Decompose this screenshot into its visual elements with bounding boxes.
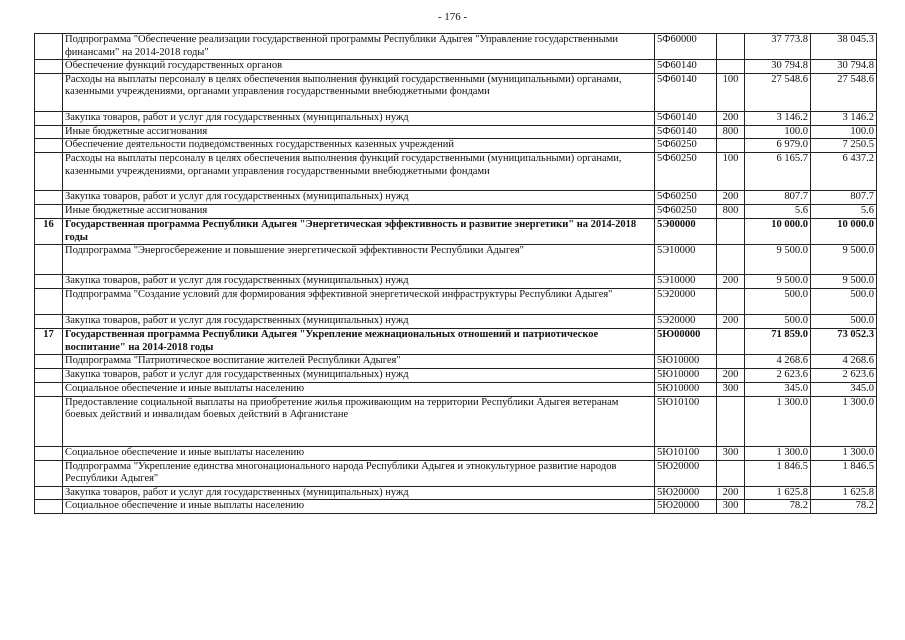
table-row [35,205,877,219]
target-article-code-cell: 5Ф60250 [655,205,717,219]
row-number-cell: 16 [35,218,63,244]
expense-type-code-cell [717,396,745,446]
item-name-cell: Государственная программа Республики Адыгея "Энергетическая эффективность и развитие энергетики" на 2014-2018 годы [63,218,655,244]
item-name-cell: Расходы на выплаты персоналу в целях обеспечения выполнения функций государственными (муниципальными) органами, казенными учреждениями, органами управления государственными внебюджетными фондами [63,153,655,191]
item-name-cell: Закупка товаров, работ и услуг для государственных (муниципальных) нужд [63,315,655,329]
target-article-code-cell: 5Ф60250 [655,191,717,205]
amount-2018-cell: 500.0 [811,315,877,329]
amount-2017-cell: 500.0 [745,315,811,329]
amount-2018-cell: 345.0 [811,382,877,396]
expense-type-code-cell [717,460,745,486]
expense-type-code-cell [717,218,745,244]
row-number-cell: 17 [35,329,63,355]
row-number-cell [35,275,63,289]
item-name-cell: Предоставление социальной выплаты на приобретение жилья проживающим на территории Республики Адыгея ветеранам боевых действий и инвалидам боевых действий в Афганистане [63,396,655,446]
budget-table [34,33,877,514]
row-number-cell [35,245,63,275]
table-row [35,73,877,111]
expense-type-code-cell: 200 [717,315,745,329]
target-article-code-cell: 5Э20000 [655,289,717,315]
item-name-cell: Обеспечение функций государственных органов [63,60,655,74]
expense-type-code-cell [717,60,745,74]
table-row [35,34,877,60]
amount-2017-cell: 807.7 [745,191,811,205]
item-name-cell: Государственная программа Республики Адыгея "Укрепление межнациональных отношений и патриотическое воспитание" на 2014-2018 годы [63,329,655,355]
amount-2018-cell: 1 300.0 [811,446,877,460]
amount-2018-cell: 500.0 [811,289,877,315]
amount-2017-cell: 78.2 [745,500,811,514]
table-row [35,315,877,329]
row-number-cell [35,315,63,329]
expense-type-code-cell: 100 [717,153,745,191]
target-article-code-cell: 5Ю10100 [655,446,717,460]
expense-type-code-cell: 200 [717,275,745,289]
target-article-code-cell: 5Ю10000 [655,382,717,396]
target-article-code-cell: 5Ф60140 [655,125,717,139]
table-row [35,111,877,125]
table-row [35,153,877,191]
expense-type-code-cell [717,329,745,355]
item-name-cell: Подпрограмма "Энергосбережение и повышение энергетической эффективности Республики Адыгея" [63,245,655,275]
table-row [35,369,877,383]
row-number-cell [35,500,63,514]
table-row [35,329,877,355]
amount-2017-cell: 5.6 [745,205,811,219]
row-number-cell [35,460,63,486]
amount-2018-cell: 30 794.8 [811,60,877,74]
table-row [35,396,877,446]
target-article-code-cell: 5Ф60140 [655,111,717,125]
amount-2017-cell: 1 300.0 [745,446,811,460]
target-article-code-cell: 5Ю10000 [655,369,717,383]
expense-type-code-cell [717,355,745,369]
row-number-cell [35,73,63,111]
table-row [35,486,877,500]
target-article-code-cell: 5Э20000 [655,315,717,329]
table-row [35,355,877,369]
amount-2018-cell: 1 625.8 [811,486,877,500]
expense-type-code-cell: 100 [717,73,745,111]
amount-2018-cell: 3 146.2 [811,111,877,125]
amount-2017-cell: 30 794.8 [745,60,811,74]
row-number-cell [35,111,63,125]
item-name-cell: Социальное обеспечение и иные выплаты населению [63,500,655,514]
table-row [35,191,877,205]
expense-type-code-cell [717,139,745,153]
item-name-cell: Расходы на выплаты персоналу в целях обеспечения выполнения функций государственными (муниципальными) органами, казенными учреждениями, органами управления государственными внебюджетными фондами [63,73,655,111]
row-number-cell [35,355,63,369]
amount-2017-cell: 1 846.5 [745,460,811,486]
amount-2018-cell: 9 500.0 [811,245,877,275]
budget-table-body [35,34,877,514]
amount-2018-cell: 6 437.2 [811,153,877,191]
item-name-cell: Закупка товаров, работ и услуг для государственных (муниципальных) нужд [63,191,655,205]
amount-2017-cell: 1 300.0 [745,396,811,446]
amount-2018-cell: 9 500.0 [811,275,877,289]
expense-type-code-cell: 800 [717,125,745,139]
item-name-cell: Иные бюджетные ассигнования [63,205,655,219]
amount-2017-cell: 1 625.8 [745,486,811,500]
expense-type-code-cell: 300 [717,500,745,514]
expense-type-code-cell [717,245,745,275]
target-article-code-cell: 5Ю00000 [655,329,717,355]
amount-2017-cell: 3 146.2 [745,111,811,125]
expense-type-code-cell [717,289,745,315]
item-name-cell: Социальное обеспечение и иные выплаты населению [63,446,655,460]
table-row [35,446,877,460]
row-number-cell [35,486,63,500]
amount-2017-cell: 10 000.0 [745,218,811,244]
amount-2018-cell: 5.6 [811,205,877,219]
item-name-cell: Обеспечение деятельности подведомственных государственных казенных учреждений [63,139,655,153]
row-number-cell [35,446,63,460]
amount-2018-cell: 100.0 [811,125,877,139]
row-number-cell [35,369,63,383]
item-name-cell: Подпрограмма "Обеспечение реализации государственной программы Республики Адыгея "Управление государственными финансами" на 2014-2018 годы" [63,34,655,60]
item-name-cell: Закупка товаров, работ и услуг для государственных (муниципальных) нужд [63,111,655,125]
row-number-cell [35,191,63,205]
amount-2017-cell: 37 773.8 [745,34,811,60]
item-name-cell: Подпрограмма "Патриотическое воспитание жителей Республики Адыгея" [63,355,655,369]
amount-2017-cell: 100.0 [745,125,811,139]
target-article-code-cell: 5Ю10000 [655,355,717,369]
amount-2018-cell: 2 623.6 [811,369,877,383]
expense-type-code-cell [717,34,745,60]
page-number: - 176 - [437,11,468,23]
amount-2017-cell: 27 548.6 [745,73,811,111]
target-article-code-cell: 5Ф60000 [655,34,717,60]
target-article-code-cell: 5Э00000 [655,218,717,244]
table-row [35,460,877,486]
expense-type-code-cell: 300 [717,446,745,460]
amount-2017-cell: 6 979.0 [745,139,811,153]
table-row [35,245,877,275]
amount-2017-cell: 345.0 [745,382,811,396]
table-row [35,125,877,139]
item-name-cell: Подпрограмма "Укрепление единства многонационального народа Республики Адыгея и этнокультурное развитие народов Республики Адыгея" [63,460,655,486]
table-row [35,139,877,153]
table-row [35,500,877,514]
table-row [35,218,877,244]
item-name-cell: Социальное обеспечение и иные выплаты населению [63,382,655,396]
amount-2018-cell: 1 300.0 [811,396,877,446]
amount-2017-cell: 2 623.6 [745,369,811,383]
amount-2018-cell: 38 045.3 [811,34,877,60]
row-number-cell [35,153,63,191]
target-article-code-cell: 5Ю20000 [655,486,717,500]
row-number-cell [35,139,63,153]
amount-2017-cell: 6 165.7 [745,153,811,191]
table-row [35,382,877,396]
table-row [35,60,877,74]
item-name-cell: Иные бюджетные ассигнования [63,125,655,139]
target-article-code-cell: 5Ф60250 [655,139,717,153]
expense-type-code-cell: 200 [717,369,745,383]
amount-2017-cell: 9 500.0 [745,245,811,275]
expense-type-code-cell: 200 [717,191,745,205]
target-article-code-cell: 5Э10000 [655,275,717,289]
row-number-cell [35,60,63,74]
item-name-cell: Закупка товаров, работ и услуг для государственных (муниципальных) нужд [63,369,655,383]
row-number-cell [35,205,63,219]
row-number-cell [35,125,63,139]
table-row [35,275,877,289]
target-article-code-cell: 5Ф60140 [655,73,717,111]
target-article-code-cell: 5Ф60250 [655,153,717,191]
amount-2018-cell: 807.7 [811,191,877,205]
amount-2017-cell: 71 859.0 [745,329,811,355]
row-number-cell [35,289,63,315]
expense-type-code-cell: 200 [717,111,745,125]
target-article-code-cell: 5Ф60140 [655,60,717,74]
amount-2017-cell: 9 500.0 [745,275,811,289]
target-article-code-cell: 5Э10000 [655,245,717,275]
amount-2018-cell: 78.2 [811,500,877,514]
row-number-cell [35,34,63,60]
amount-2018-cell: 4 268.6 [811,355,877,369]
item-name-cell: Подпрограмма "Создание условий для формирования эффективной энергетической инфраструктуры Республики Адыгея" [63,289,655,315]
expense-type-code-cell: 300 [717,382,745,396]
row-number-cell [35,382,63,396]
target-article-code-cell: 5Ю20000 [655,460,717,486]
amount-2018-cell: 73 052.3 [811,329,877,355]
target-article-code-cell: 5Ю20000 [655,500,717,514]
expense-type-code-cell: 800 [717,205,745,219]
amount-2018-cell: 10 000.0 [811,218,877,244]
target-article-code-cell: 5Ю10100 [655,396,717,446]
amount-2018-cell: 27 548.6 [811,73,877,111]
row-number-cell [35,396,63,446]
table-row [35,289,877,315]
amount-2018-cell: 7 250.5 [811,139,877,153]
item-name-cell: Закупка товаров, работ и услуг для государственных (муниципальных) нужд [63,486,655,500]
amount-2017-cell: 4 268.6 [745,355,811,369]
amount-2018-cell: 1 846.5 [811,460,877,486]
expense-type-code-cell: 200 [717,486,745,500]
amount-2017-cell: 500.0 [745,289,811,315]
item-name-cell: Закупка товаров, работ и услуг для государственных (муниципальных) нужд [63,275,655,289]
